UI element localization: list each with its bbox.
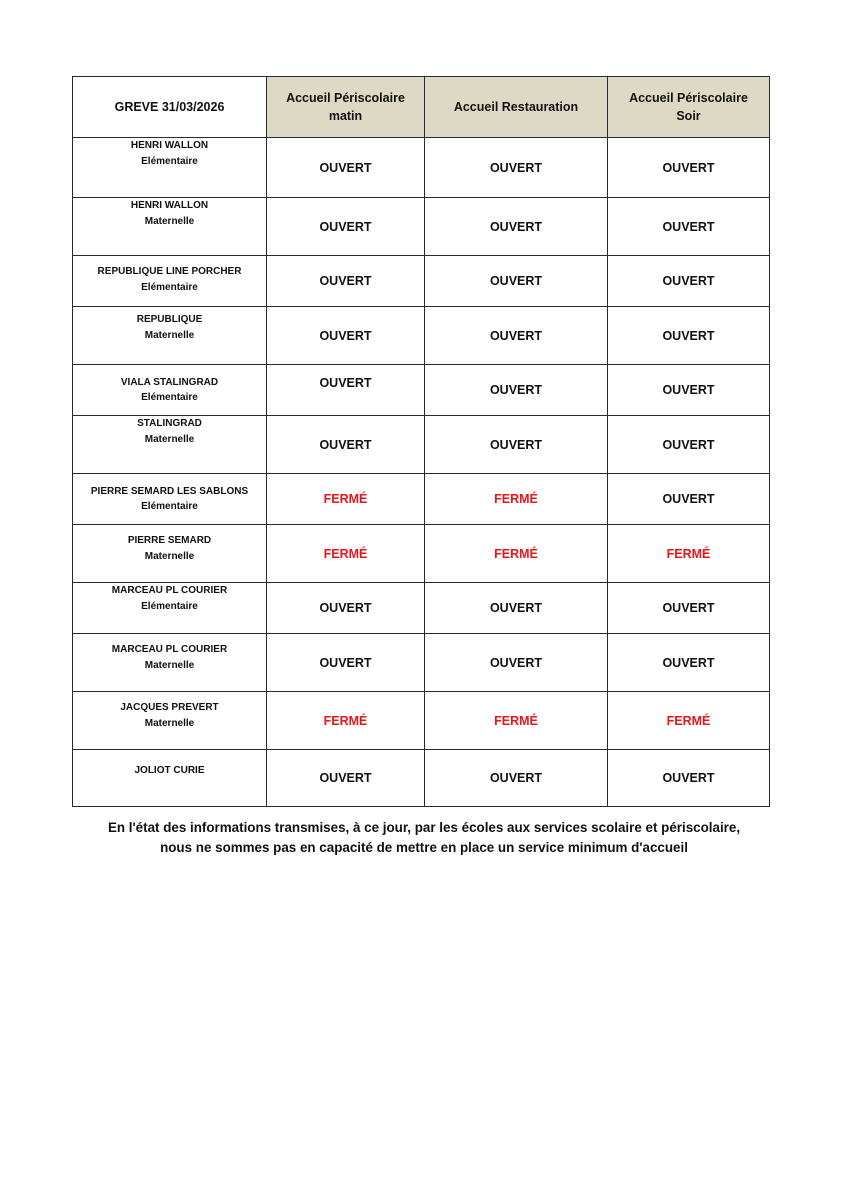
status-cell-restauration: OUVERT — [425, 750, 608, 807]
status-cell-restauration: OUVERT — [425, 256, 608, 307]
column-header-line: Accueil Périscolaire — [629, 91, 748, 105]
column-header-line: Accueil Périscolaire — [286, 91, 405, 105]
school-name: HENRI WALLON — [130, 140, 209, 151]
status-cell-soir: OUVERT — [608, 583, 770, 634]
status-cell-soir: FERMÉ — [608, 525, 770, 583]
table-row — [73, 138, 770, 198]
school-level: Elémentaire — [141, 600, 198, 612]
status-cell-matin: FERMÉ — [267, 474, 425, 525]
school-name: HENRI WALLON — [130, 200, 209, 211]
school-level: Maternelle — [144, 433, 195, 445]
table-row — [73, 416, 770, 474]
status-cell-matin: OUVERT — [267, 365, 425, 416]
school-name: STALINGRAD — [137, 418, 202, 429]
status-cell-matin: OUVERT — [267, 750, 425, 807]
school-level: Elémentaire — [141, 392, 198, 403]
header-row — [73, 77, 770, 138]
school-name: PIERRE SEMARD LES SABLONS — [90, 485, 249, 497]
status-cell-restauration: OUVERT — [425, 307, 608, 365]
status-cell-soir: OUVERT — [608, 365, 770, 416]
table-row — [73, 198, 770, 256]
status-cell-restauration: OUVERT — [425, 416, 608, 474]
status-cell-matin: OUVERT — [267, 307, 425, 365]
school-cell — [73, 256, 267, 307]
footnote-line: nous ne sommes pas en capacité de mettre en place un service minimum d'accueil — [160, 840, 688, 855]
footnote-line: En l'état des informations transmises, à ce jour, par les écoles aux services scolaire et périscolaire, — [107, 820, 741, 835]
school-level: Maternelle — [144, 717, 195, 729]
status-cell-restauration: FERMÉ — [425, 525, 608, 583]
school-cell — [73, 365, 267, 416]
status-cell-matin: OUVERT — [267, 198, 425, 256]
table-title: GREVE 31/03/2026 — [73, 77, 267, 138]
status-cell-soir: OUVERT — [608, 634, 770, 692]
status-cell-restauration: OUVERT — [425, 138, 608, 198]
table-row — [73, 750, 770, 807]
footnote — [60, 818, 788, 858]
school-cell — [73, 583, 267, 634]
status-cell-soir: OUVERT — [608, 256, 770, 307]
school-name: JACQUES PREVERT — [120, 702, 219, 713]
school-name: PIERRE SEMARD — [127, 535, 212, 546]
school-cell — [73, 138, 267, 198]
school-name: REPUBLIQUE — [136, 314, 203, 325]
column-header-line: Soir — [676, 109, 701, 123]
status-cell-soir: FERMÉ — [608, 692, 770, 750]
status-cell-restauration: OUVERT — [425, 634, 608, 692]
school-cell — [73, 198, 267, 256]
table-row — [73, 365, 770, 416]
school-cell — [73, 634, 267, 692]
table-row — [73, 256, 770, 307]
table-row — [73, 307, 770, 365]
status-cell-matin: OUVERT — [267, 138, 425, 198]
column-header-line: matin — [328, 109, 363, 123]
school-name: REPUBLIQUE LINE PORCHER — [97, 266, 242, 277]
school-cell — [73, 307, 267, 365]
table-row — [73, 583, 770, 634]
school-cell — [73, 416, 267, 474]
table-row — [73, 525, 770, 583]
table-row — [73, 634, 770, 692]
school-level: Elémentaire — [141, 155, 198, 167]
school-cell — [73, 692, 267, 750]
table-row — [73, 692, 770, 750]
status-cell-soir: OUVERT — [608, 416, 770, 474]
school-level: Maternelle — [144, 215, 195, 227]
status-cell-matin: FERMÉ — [267, 525, 425, 583]
school-cell — [73, 525, 267, 583]
column-header-line: Accueil Restauration — [453, 100, 579, 114]
status-cell-soir: OUVERT — [608, 474, 770, 525]
school-level: Elémentaire — [141, 281, 198, 293]
column-header-soir — [608, 77, 770, 138]
status-cell-restauration: OUVERT — [425, 198, 608, 256]
school-cell — [73, 474, 267, 525]
status-cell-matin: OUVERT — [267, 634, 425, 692]
table-row — [73, 474, 770, 525]
status-cell-soir: OUVERT — [608, 307, 770, 365]
strike-status-table — [72, 76, 770, 807]
column-header-matin — [267, 77, 425, 138]
column-header-restauration — [425, 77, 608, 138]
school-level: Maternelle — [144, 550, 195, 562]
status-cell-restauration: OUVERT — [425, 583, 608, 634]
school-level: Elémentaire — [141, 501, 198, 512]
school-cell — [73, 750, 267, 807]
school-level: Maternelle — [144, 659, 195, 671]
status-cell-matin: OUVERT — [267, 416, 425, 474]
status-cell-soir: OUVERT — [608, 750, 770, 807]
school-name: MARCEAU PL COURIER — [111, 644, 228, 655]
status-cell-matin: OUVERT — [267, 583, 425, 634]
school-level: Maternelle — [144, 329, 195, 341]
school-name: MARCEAU PL COURIER — [111, 585, 228, 596]
status-cell-restauration: OUVERT — [425, 365, 608, 416]
status-cell-restauration: FERMÉ — [425, 692, 608, 750]
status-cell-matin: OUVERT — [267, 256, 425, 307]
status-cell-restauration: FERMÉ — [425, 474, 608, 525]
status-cell-soir: OUVERT — [608, 138, 770, 198]
school-name: VIALA STALINGRAD — [120, 376, 219, 388]
status-cell-matin: FERMÉ — [267, 692, 425, 750]
status-cell-soir: OUVERT — [608, 198, 770, 256]
school-name: JOLIOT CURIE — [134, 765, 205, 776]
